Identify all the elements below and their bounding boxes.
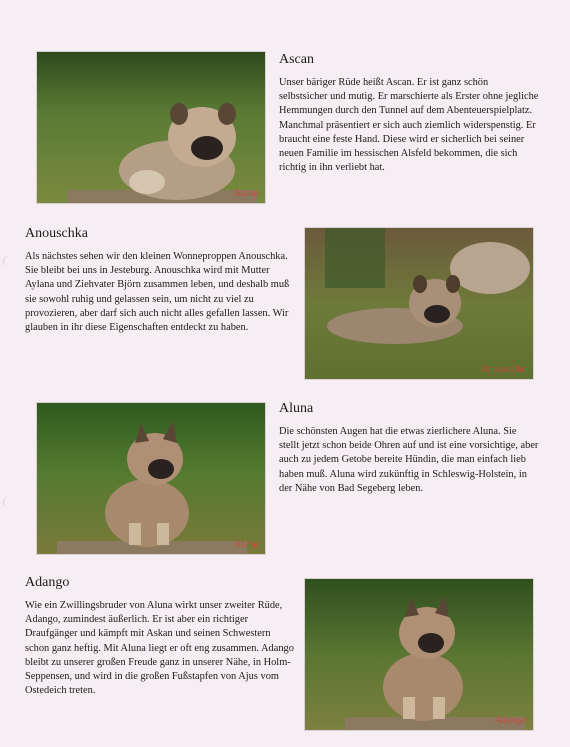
puppy-name: Ascan (279, 52, 314, 67)
puppy-name: Adango (25, 575, 70, 590)
puppy-name: Aluna (279, 401, 314, 416)
punch-hole (3, 497, 10, 507)
photo-caption: Adango (494, 715, 527, 726)
photo-caption: Anouschka (481, 364, 527, 375)
puppy-description: Wie ein Zwillingsbruder von Aluna wirkt unser zweiter Rüde, Adango, zumindest äußerlich. Er ist aber ein richtiger Draufgänger und kämpft mit Askan und seinen Schwestern schon ganz heftig. Mit Aluna liegt er oft eng zusammen. Adango bleibt zu unserer großen Freude ganz in unserer Nähe, in Holm-Seppensen, und wird in die großen Fußstapfen von Ajus vom Ostedeich treten. (25, 600, 294, 697)
puppy-photo-adango (305, 579, 533, 730)
ascan-photo (37, 52, 265, 203)
aluna-photo (37, 403, 265, 554)
adango-photo (305, 579, 533, 730)
photo-caption: Ascan (233, 188, 259, 199)
punch-hole (3, 256, 10, 266)
photo-caption: Aluna (234, 539, 259, 550)
anouschka-photo (305, 228, 533, 379)
puppy-photo-ascan (37, 52, 265, 203)
puppy-photo-anouschka (305, 228, 533, 379)
puppy-description: Unser bäriger Rüde heißt Ascan. Er ist ganz schön selbstsicher und mutig. Er marschierte als Erster ohne jegliche Hemmungen durch den Tunnel auf dem Abenteuerspielplatz. Manchmal präsentiert er sich auch ziemlich widerspenstig. Er braucht eine feste Hand. Diese wird er sicherlich bei seiner neuen Familie im hessischen Alsfeld bekommen, die sich richtig in ihn verliebt hat. (279, 77, 539, 174)
puppy-description: Die schönsten Augen hat die etwas zierlichere Aluna. Sie stellt jetzt schon beide Ohren auf und ist eine vorsichtige, aber auch zu jedem Getobe bereite Hündin, die man einfach lieb haben muß. Aluna wird zukünftig in Schleswig-Holstein, in der Nähe von Bad Segeberg leben. (279, 426, 539, 494)
puppy-name: Anouschka (25, 226, 88, 241)
puppy-photo-aluna (37, 403, 265, 554)
puppy-description: Als nächstes sehen wir den kleinen Wonneproppen Anouschka. Sie bleibt bei uns in Jesteburg. Anouschka wird mit Mutter Aylana und Ziehvater Björn zusammen leben, und deshalb muß sie sowohl ruhig und gelassen sein, um nicht zu viel zu provozieren, aber darf sich auch nicht alles gefallen lassen. Wir glauben in ihr diese Eigenschaften entdeckt zu haben. (25, 251, 290, 334)
